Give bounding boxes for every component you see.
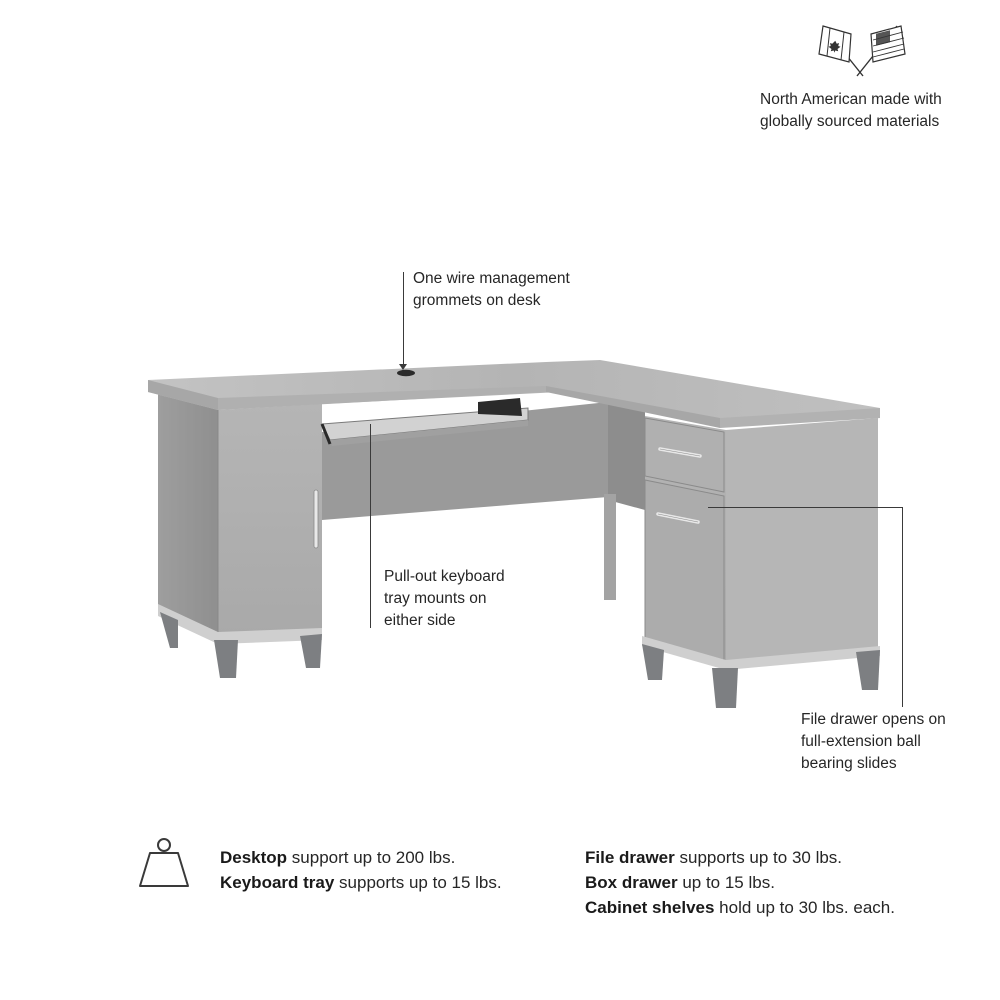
support-leg	[604, 494, 616, 600]
spec-box-drawer: Box drawer up to 15 lbs.	[585, 873, 775, 892]
spec-file-drawer: File drawer supports up to 30 lbs.	[585, 848, 843, 867]
keyboard-tray-line-1: Pull-out keyboard	[384, 568, 505, 585]
specs-right	[585, 845, 895, 920]
file-drawer-leader-vertical	[902, 507, 903, 707]
cabinet-door	[218, 404, 322, 636]
spec-keyboard-tray: Keyboard tray supports up to 15 lbs.	[220, 873, 502, 892]
grommet-line-1: One wire management	[413, 270, 570, 287]
door-handle	[314, 490, 318, 548]
file-drawer-line-2: full-extension ball	[801, 733, 921, 750]
file-drawer-leader-horizontal	[708, 507, 903, 508]
leg-left-right	[300, 634, 322, 668]
file-drawer-line-1: File drawer opens on	[801, 711, 946, 728]
specs-left	[220, 845, 502, 895]
wire-grommet	[397, 370, 415, 376]
origin-line-2: globally sourced materials	[760, 113, 940, 130]
grommet-arrow-icon	[399, 364, 407, 370]
file-drawer-line-3: bearing slides	[801, 755, 897, 772]
spec-desktop: Desktop support up to 200 lbs.	[220, 848, 456, 867]
weight-icon	[136, 836, 192, 892]
keyboard-tray-line-3: either side	[384, 612, 456, 629]
leg-right-front	[712, 668, 738, 708]
keyboard-tray-line-2: tray mounts on	[384, 590, 487, 607]
grommet-callout	[413, 268, 633, 312]
keyboard-tray-callout	[384, 566, 584, 632]
grommet-leader-line	[403, 272, 404, 368]
spec-cabinet-shelves: Cabinet shelves hold up to 30 lbs. each.	[585, 898, 895, 917]
leg-right-back	[856, 650, 880, 690]
keyboard-tray-leader-line	[370, 424, 371, 628]
origin-line-1: North American made with	[760, 91, 942, 108]
grommet-line-2: grommets on desk	[413, 292, 541, 309]
leg-right-front-left	[642, 644, 664, 680]
file-drawer-callout	[801, 709, 991, 775]
leg-left-front	[214, 640, 238, 678]
